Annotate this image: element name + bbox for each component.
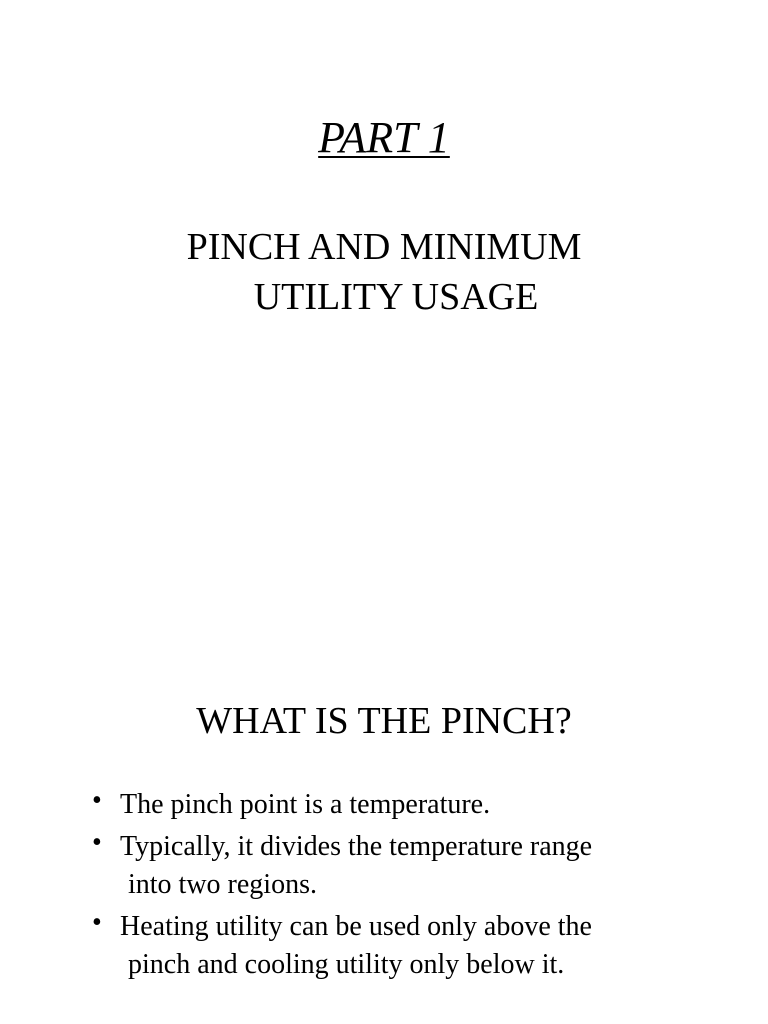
slide-what-is-the-pinch [0,512,768,1024]
bullet-text-continued: into two regions. [128,869,317,900]
subtitle-line-2: UTILITY USAGE [253,276,539,318]
bullet-text-continued: pinch and cooling utility only below it. [128,949,565,980]
bullet-icon: • [92,785,102,816]
bullet-text: Heating utility can be used only above the [120,911,592,942]
bullet-text: Typically, it divides the temperature range [120,831,593,862]
slide-subtitle [0,222,768,322]
bullet-item [92,908,692,984]
bullet-list [92,786,692,988]
bullet-item [92,786,692,824]
subtitle-line-1: PINCH AND MINIMUM [186,226,582,268]
bullet-icon: • [92,907,102,938]
bullet-icon: • [92,827,102,858]
bullet-item [92,828,692,904]
part-title: PART 1 [318,113,450,162]
slide-heading: WHAT IS THE PINCH? [196,700,572,742]
bullet-text: The pinch point is a temperature. [120,789,491,820]
